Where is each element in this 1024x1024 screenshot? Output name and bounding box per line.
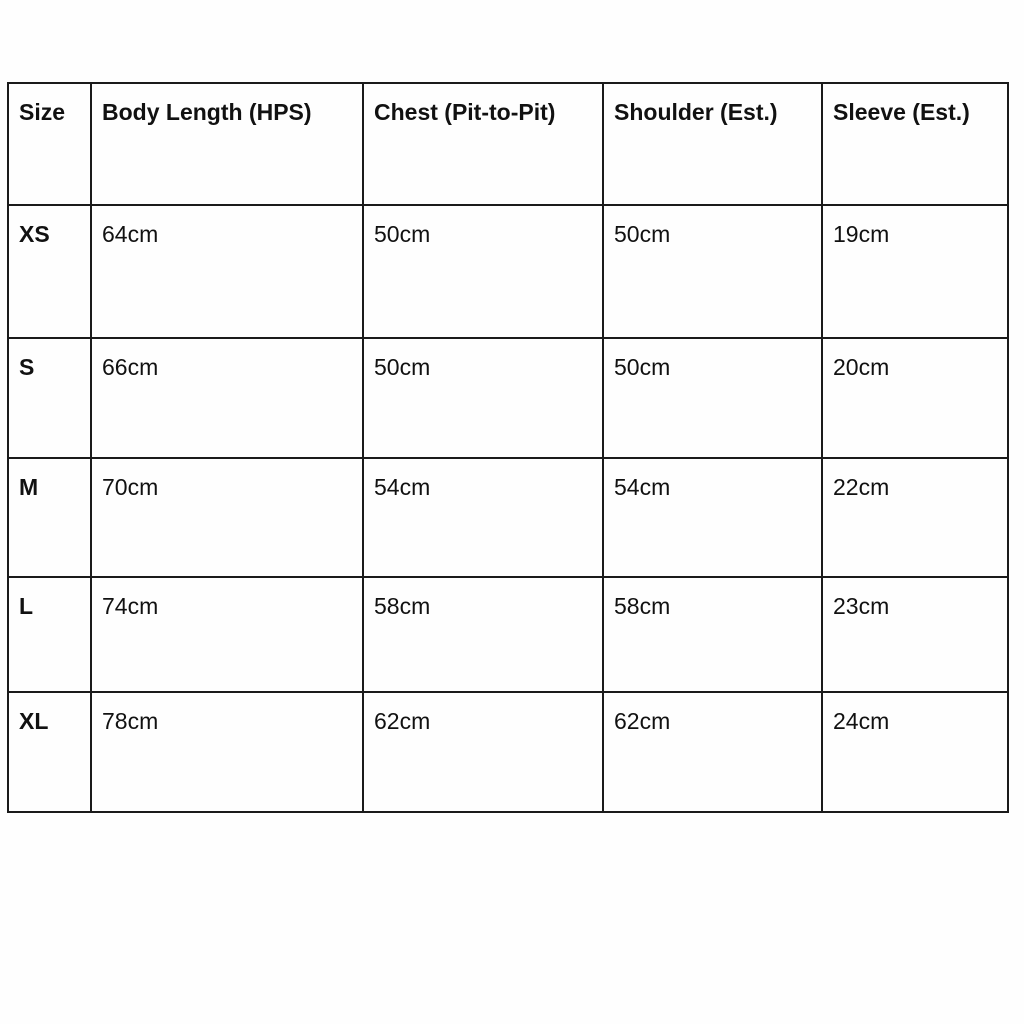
header-row: [9, 84, 1007, 205]
chest-cell: 54cm: [363, 458, 603, 577]
header-body-length: Body Length (HPS): [91, 84, 363, 205]
size-cell: XS: [9, 205, 91, 338]
size-cell: L: [9, 577, 91, 692]
shoulder-cell: 50cm: [603, 205, 822, 338]
body-length-cell: 78cm: [91, 692, 363, 811]
sleeve-cell: 20cm: [822, 338, 1007, 458]
chest-cell: 58cm: [363, 577, 603, 692]
sleeve-cell: 19cm: [822, 205, 1007, 338]
body-length-cell: 66cm: [91, 338, 363, 458]
size-cell: M: [9, 458, 91, 577]
body-length-cell: 74cm: [91, 577, 363, 692]
shoulder-cell: 62cm: [603, 692, 822, 811]
header-chest: Chest (Pit-to-Pit): [363, 84, 603, 205]
sleeve-cell: 22cm: [822, 458, 1007, 577]
header-size: Size: [9, 84, 91, 205]
body-length-cell: 64cm: [91, 205, 363, 338]
shoulder-cell: 50cm: [603, 338, 822, 458]
table-row: [9, 205, 1007, 338]
shoulder-cell: 54cm: [603, 458, 822, 577]
shoulder-cell: 58cm: [603, 577, 822, 692]
table-row: [9, 577, 1007, 692]
chest-cell: 50cm: [363, 338, 603, 458]
header-sleeve: Sleeve (Est.): [822, 84, 1007, 205]
size-cell: XL: [9, 692, 91, 811]
sleeve-cell: 23cm: [822, 577, 1007, 692]
table-row: [9, 458, 1007, 577]
body-length-cell: 70cm: [91, 458, 363, 577]
chest-cell: 50cm: [363, 205, 603, 338]
chest-cell: 62cm: [363, 692, 603, 811]
table-row: [9, 338, 1007, 458]
table-row: [9, 692, 1007, 811]
header-shoulder: Shoulder (Est.): [603, 84, 822, 205]
size-chart-table: [9, 84, 1007, 811]
sleeve-cell: 24cm: [822, 692, 1007, 811]
size-chart: [7, 82, 1009, 813]
size-cell: S: [9, 338, 91, 458]
